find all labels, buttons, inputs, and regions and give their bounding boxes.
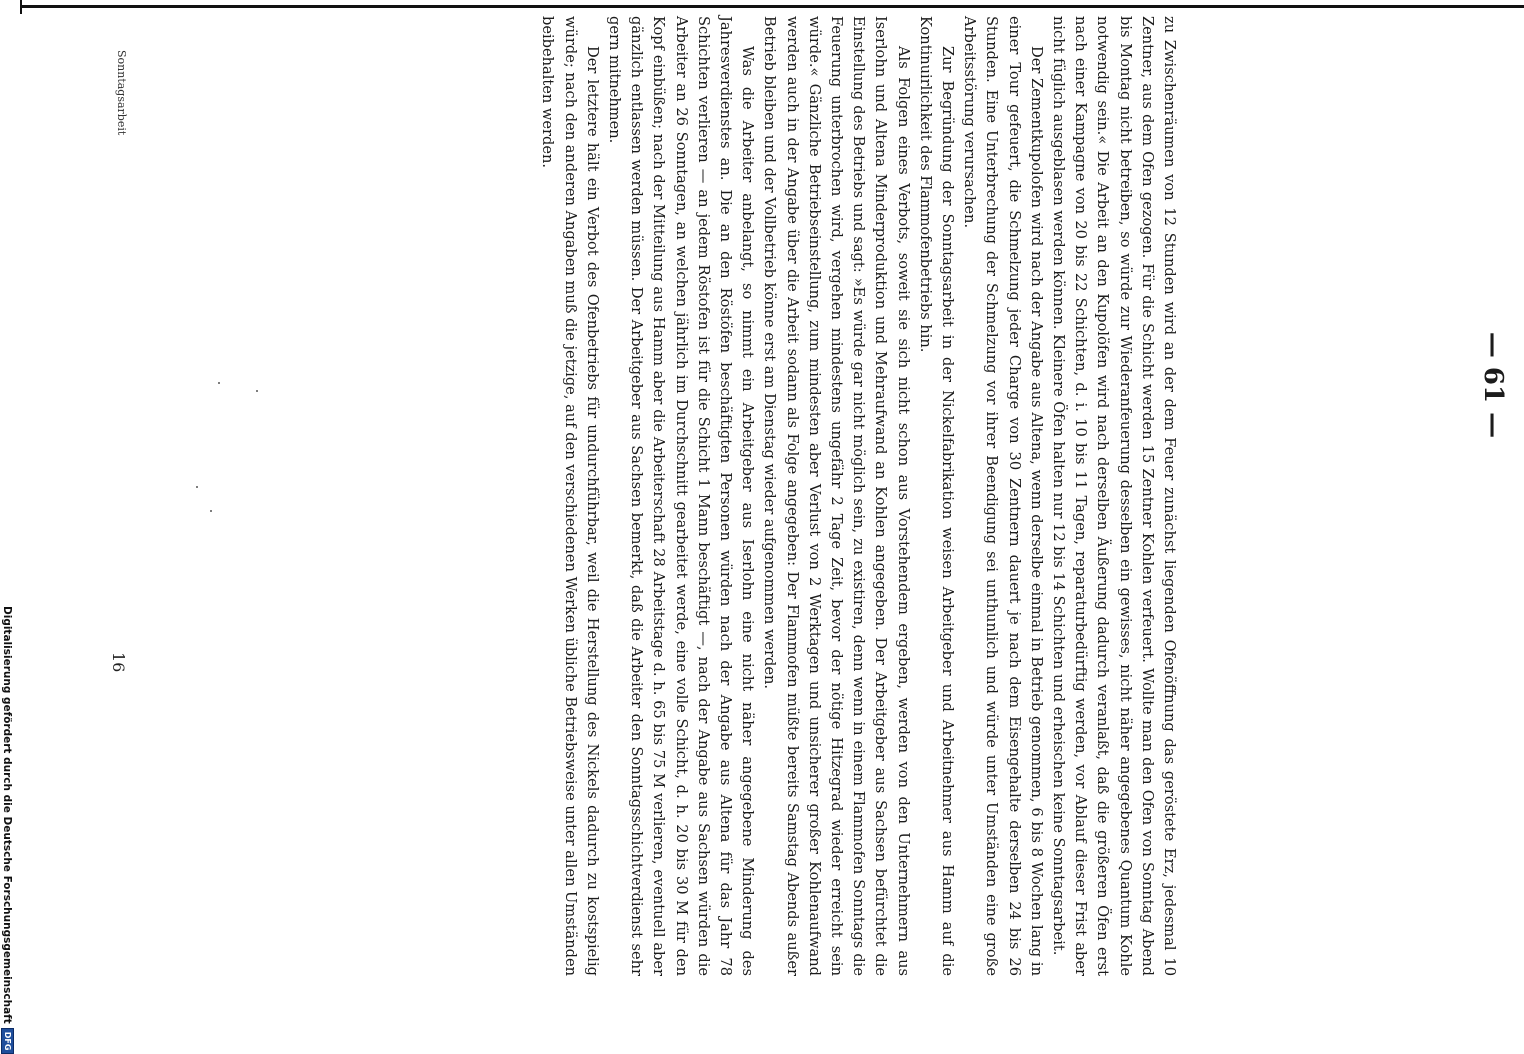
paragraph-1: zu Zwischenräumen von 12 Stunden wird an der dem Feuer zunächst liegenden Ofenöffnung das geröstete Erz, jedesmal 10 Zentner, aus dem Ofen gezogen. Für die Schicht werden 15 Zentner Kohlen verfeuert. Wollte man den Ofen von Sonntag Abend bis Montag nicht betreiben, so würde zur Wiederanfeuerung desselben ein gewisses, nicht näher angegebenes Quantum Kohle notwendig sein.« Die Arbeit an den Kupolöfen wird nach derselben Äußerung dadurch veranlaßt, daß die größeren Öfen erst nach einer Kampagne von 20 bis 22 Schichten, d. i. 10 bis 11 Tagen, reparaturbedürftig werden, vor Ablauf dieser Frist aber nicht füglich ausgeblasen werden können. Kleinere Öfen halten nur 12 bis 14 Schichten und erheischen keine Sonntagsarbeit.: [1049, 16, 1178, 976]
top-border-rule: [22, 5, 1524, 8]
paragraph-5: Was die Arbeiter anbelangt, so nimmt ein Arbeitgeber aus Iserlohn eine nicht näher angegebene Minderung des Jahresverdienstes an. Die an den Röstöfen beschäftigten Personen würden nach der Angabe aus Altena für das Jahr 78 Schichten verlieren — an jedem Röstofen ist für die Schicht 1 Mann beschäftigt —, nach der Angabe aus Sachsen würden die Arbeiter an 26 Sonntagen, an welchen jährlich im Durchschnitt gearbeitet werde, eine volle Schicht, d. h. 20 bis 30 M für den Kopf einbüßen; nach der Mitteilung aus Hamm aber die Arbeiterschaft 28 Arbeitstage d. h. 65 bis 75 M verlieren, eventuell aber gänzlich entlassen werden müssen. Der Arbeitgeber aus Sachsen bemerkt, daß die Arbeiter den Sonntagsschichtverdienst sehr gern mitnehmen.: [605, 16, 757, 976]
footer-running-title: Sonntagsarbeit: [115, 50, 128, 136]
top-left-corner-tick: [20, 0, 22, 14]
body-text-block: [230, 16, 1180, 976]
signature-mark: 16: [109, 652, 128, 673]
dfg-funding-banner: [1, 606, 14, 1054]
scan-speck: [196, 486, 198, 488]
paragraph-2: Der Zementkupolofen wird nach der Angabe aus Altena, wenn derselbe einmal in Betrieb genommen, 6 bis 8 Wochen lang in einer Tour gefeuert, die Schmelzung jeder Charge von 30 Zentnern dauert je nach dem Eisengehalte derselben 24 bis 26 Stunden. Eine Unterbrechung der Schmelzung vor ihrer Beendigung sei unthunlich und würde unter Umständen eine große Arbeitsstörung verursachen.: [961, 16, 1045, 976]
dfg-logo: DFG: [1, 1028, 14, 1054]
paragraph-3: Zur Begründung der Sonntagsarbeit in der Nickelfabrikation weisen Arbeitgeber und Arbeitnehmer aus Hamm auf die Kontinuirlichkeit des Flammofenbetriebs hin.: [916, 16, 956, 976]
paragraph-4: Als Folgen eines Verbots, soweit sie sich nicht schon aus Vorstehendem ergeben, werden von den Unternehmern aus Iserlohn und Altena Minderproduktion und Mehraufwand an Kohlen angegeben. Der Arbeitgeber aus Sachsen befürchtet die Einstellung des Betriebs und sagt: »Es würde gar nicht möglich sein, zu existiren, denn wenn in einem Flammofen Sonntags die Feuerung unterbrochen wird, vergehen mindestens ungefähr 2 Tage Zeit, bevor der nötige Hitzegrad wieder erreicht sein würde.« Gänzliche Betriebseinstellung, zum mindesten aber Verlust von 2 Werktagen und unsicherer großer Kohlenaufwand werden auch in der Angabe über die Arbeit sodann als Folge angegeben: Der Flammofen müßte bereits Samstag Abends außer Betrieb bleiben und der Vollbetrieb könne erst am Dienstag wieder aufgenommen werden.: [761, 16, 912, 976]
scan-speck: [210, 510, 212, 512]
scan-speck: [256, 390, 258, 392]
scan-speck: [218, 382, 220, 384]
dfg-banner-text: Digitalisierung gefördert durch die Deutsche Forschungsgemeinschaft: [1, 606, 14, 1024]
paragraph-6: Der letztere hält ein Verbot des Ofenbetriebs für undurchführbar, weil die Herstellung des Nickels dadurch zu kostspielig würde; nach den anderen Angaben muß die jetzige, auf den verschiedenen Werken übliche Betriebsweise unter allen Umständen beibehalten werden.: [539, 16, 601, 976]
page-number: — 61 —: [1478, 331, 1509, 439]
